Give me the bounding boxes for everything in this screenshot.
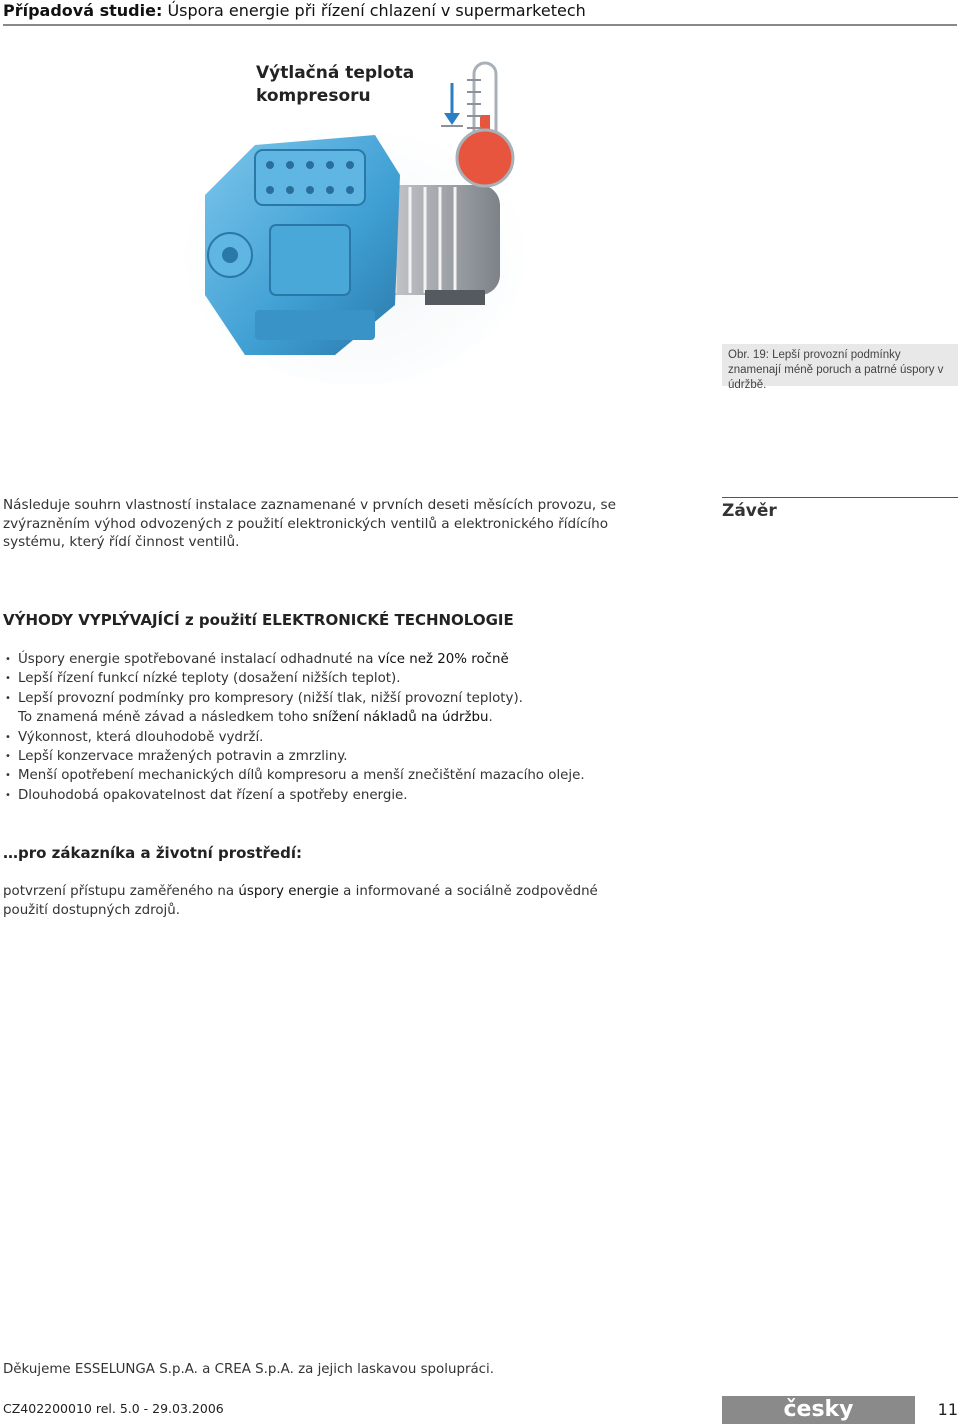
customer-paragraph: potvrzení přístupu zaměřeného na úspory energie a informované a sociálně zodpovědné použití dostupných zdrojů. [3,884,598,919]
list-item: • Lepší konzervace mražených potravin a zmrzliny. [3,747,723,766]
list-item: • Výkonnost, která dlouhodobě vydrží. [3,728,723,747]
arrow-down-icon [441,83,463,126]
list-item: To znamená méně závad a následkem toho snížení nákladů na údržbu. [18,710,493,726]
list-item: • Úspory energie spotřebované instalací odhadnuté na více než 20% ročně [3,650,723,669]
header-label: Případová studie: [3,1,163,20]
benefits-list [3,650,723,805]
intro-paragraph: Následuje souhrn vlastností instalace zaznamenané v prvních deseti měsících provozu, se zvýrazněním výhod odvozených z použití elektronických ventilů a elektronického řídícího systému, který řídí činnost ventilů. [3,497,617,550]
conclusion-divider [722,497,958,498]
document-code: CZ402200010 rel. 5.0 - 29.03.2006 [3,1401,224,1416]
page-header [3,0,957,22]
figure-label: Výtlačná teplota kompresoru [256,63,415,106]
page-number: 11 [937,1400,958,1419]
list-item: • Menší opotřebení mechanických dílů kompresoru a menší znečištění mazacího oleje. [3,766,723,785]
acknowledgement: Děkujeme ESSELUNGA S.p.A. a CREA S.p.A. za jejich laskavou spolupráci. [3,1362,495,1377]
conclusion-heading: Závěr [722,501,777,521]
header-title: Úspora energie při řízení chlazení v supermarketech [167,1,586,20]
list-item: • Lepší provozní podmínky pro kompresory (nižší tlak, nižší provozní teploty). [3,689,723,708]
header-divider [3,24,957,26]
thermometer-icon [457,63,513,186]
figure-caption: Obr. 19: Lepší provozní podmínky znamenají méně poruch a patrné úspory v údržbě. [722,344,958,386]
language-badge: česky [722,1396,915,1424]
list-item: • Dlouhodobá opakovatelnost dat řízení a spotřeby energie. [3,786,723,805]
compressor-body [205,135,400,355]
list-item: • Lepší řízení funkcí nízké teploty (dosažení nižších teplot). [3,669,723,688]
benefits-title: VÝHODY VYPLÝVAJÍCÍ z použití ELEKTRONICKÉ TECHNOLOGIE [3,611,514,629]
customer-title: …pro zákazníka a životní prostředí: [3,844,302,862]
